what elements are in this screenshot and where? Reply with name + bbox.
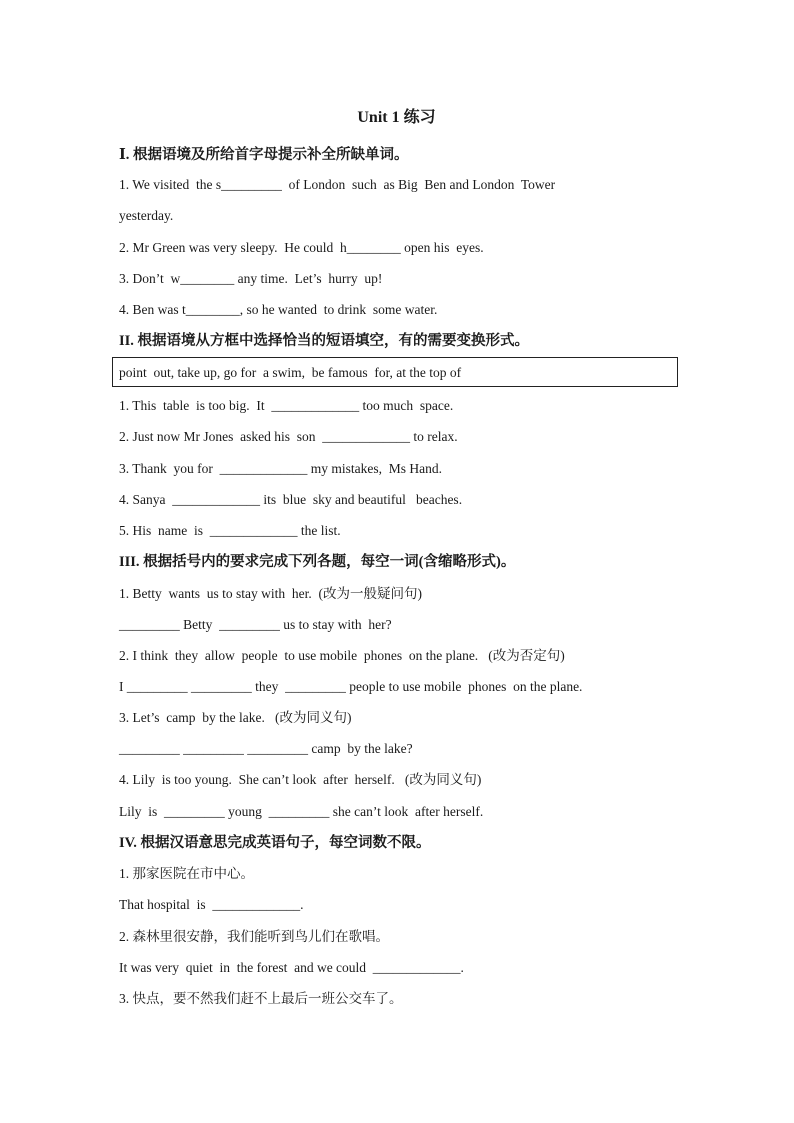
page-title: Unit 1 练习 bbox=[357, 109, 436, 126]
s2-question-4: 4. Sanya _____________ its blue sky and beautiful beaches. bbox=[119, 492, 463, 507]
s4-question-3: 3. 快点，要不然我们赶不上最后一班公交车了。 bbox=[119, 991, 403, 1006]
phrase-box bbox=[112, 357, 678, 387]
s2-question-1: 1. This table is too big. It _____________ too much space. bbox=[119, 398, 454, 413]
s4-question-1: 1. 那家医院在市中心。 bbox=[119, 866, 254, 881]
section-4-heading: IV. 根据汉语意思完成英语句子，每空词数不限。 bbox=[119, 835, 431, 851]
s1-question-1-cont: yesterday. bbox=[119, 208, 174, 223]
s3-answer-1: _________ Betty _________ us to stay with her? bbox=[119, 617, 392, 632]
s3-answer-3: _________ _________ _________ camp by the lake? bbox=[119, 741, 413, 756]
s1-question-1: 1. We visited the s_________ of London such as Big Ben and London Tower bbox=[119, 177, 556, 192]
s3-question-4: 4. Lily is too young. She can’t look after herself. (改为同义句) bbox=[119, 772, 482, 787]
section-2-heading: II. 根据语境从方框中选择恰当的短语填空，有的需要变换形式。 bbox=[119, 333, 530, 349]
s3-answer-4: Lily is _________ young _________ she can’t look after herself. bbox=[119, 804, 484, 819]
s4-question-2: 2. 森林里很安静，我们能听到鸟儿们在歌唱。 bbox=[119, 929, 389, 944]
s1-question-2: 2. Mr Green was very sleepy. He could h________ open his eyes. bbox=[119, 240, 484, 255]
section-3-heading: III. 根据括号内的要求完成下列各题，每空一词(含缩略形式)。 bbox=[119, 554, 516, 570]
s4-answer-1: That hospital is _____________. bbox=[119, 897, 304, 912]
s4-answer-2: It was very quiet in the forest and we could _____________. bbox=[119, 960, 464, 975]
phrase-box-text: point out, take up, go for a swim, be famous for, at the top of bbox=[119, 365, 462, 380]
s3-question-1: 1. Betty wants us to stay with her. (改为一般疑问句) bbox=[119, 586, 422, 601]
s3-answer-2: I _________ _________ they _________ people to use mobile phones on the plane. bbox=[119, 679, 583, 694]
s2-question-3: 3. Thank you for _____________ my mistakes, Ms Hand. bbox=[119, 461, 442, 476]
s2-question-5: 5. His name is _____________ the list. bbox=[119, 523, 341, 538]
s2-question-2: 2. Just now Mr Jones asked his son _____________ to relax. bbox=[119, 429, 458, 444]
s3-question-2: 2. I think they allow people to use mobile phones on the plane. (改为否定句) bbox=[119, 648, 565, 663]
s3-question-3: 3. Let’s camp by the lake. (改为同义句) bbox=[119, 710, 352, 725]
s1-question-3: 3. Don’t w________ any time. Let’s hurry up! bbox=[119, 271, 383, 286]
s1-question-4: 4. Ben was t________, so he wanted to drink some water. bbox=[119, 302, 438, 317]
section-1-heading: Ⅰ. 根据语境及所给首字母提示补全所缺单词。 bbox=[119, 147, 409, 163]
